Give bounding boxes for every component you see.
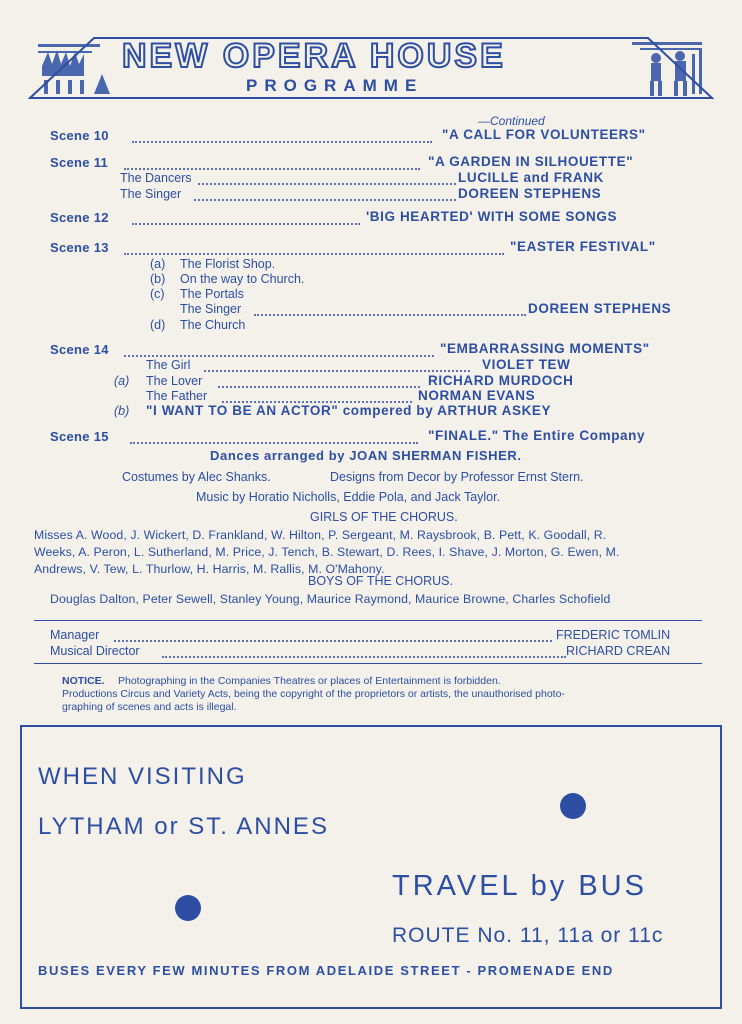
scene-14-father-role: The Father bbox=[146, 389, 208, 403]
scene-13-item-mark: (d) bbox=[150, 318, 166, 332]
dotted-leader bbox=[194, 199, 456, 201]
dotted-leader bbox=[254, 314, 526, 316]
scene-14-lover: RICHARD MURDOCH bbox=[428, 373, 574, 388]
notice-label: NOTICE. bbox=[62, 675, 105, 687]
banner-title: NEW OPERA HOUSE bbox=[122, 37, 506, 75]
scene-13-title: "EASTER FESTIVAL" bbox=[510, 239, 656, 254]
dot-decoration bbox=[175, 895, 201, 921]
continued-note: —Continued bbox=[478, 114, 545, 128]
scene-14-mark-a: (a) bbox=[114, 374, 130, 388]
scene-14-girl: VIOLET TEW bbox=[482, 357, 571, 372]
notice-line: Productions Circus and Variety Acts, being the copyright of the proprietors or artists, the unauthorised photo- bbox=[62, 688, 565, 700]
manager-role: Manager bbox=[50, 628, 100, 642]
scene-13-item-text: The Portals bbox=[180, 287, 244, 301]
dotted-leader bbox=[124, 168, 420, 170]
advert-footer: BUSES EVERY FEW MINUTES FROM ADELAIDE STREET - PROMENADE END bbox=[38, 963, 614, 978]
scene-11-dancers-role: The Dancers bbox=[120, 171, 192, 185]
designs-credit: Designs from Decor by Professor Ernst Stern. bbox=[330, 470, 584, 484]
scene-14-label: Scene 14 bbox=[50, 342, 109, 357]
scene-13-item-mark: (a) bbox=[150, 257, 166, 271]
scene-11-singer: DOREEN STEPHENS bbox=[458, 186, 602, 201]
md-role: Musical Director bbox=[50, 644, 140, 658]
dotted-leader bbox=[124, 355, 434, 357]
scene-13-item-mark: (b) bbox=[150, 272, 166, 286]
advert-line-4: ROUTE No. 11, 11a or 11c bbox=[392, 924, 664, 947]
scene-13-item-text: On the way to Church. bbox=[180, 272, 305, 286]
girls-line: Weeks, A. Peron, L. Sutherland, M. Price, J. Tench, B. Stewart, D. Rees, I. Shave, J. Morton, G. Ewen, M. bbox=[34, 545, 620, 559]
dotted-leader bbox=[132, 141, 432, 143]
dancers-illustration bbox=[38, 44, 110, 94]
dotted-leader bbox=[198, 183, 456, 185]
scene-14-lover-role: The Lover bbox=[146, 374, 203, 388]
scene-12-title: 'BIG HEARTED' WITH SOME SONGS bbox=[366, 209, 618, 224]
advert-line-1: WHEN VISITING bbox=[38, 763, 247, 790]
figures-illustration bbox=[632, 42, 702, 96]
scene-13-singer-role: The Singer bbox=[180, 302, 242, 316]
scene-14-mark-b: (b) bbox=[114, 404, 130, 418]
scene-13-label: Scene 13 bbox=[50, 240, 109, 255]
dotted-leader bbox=[114, 640, 552, 642]
scene-13-item-text: The Florist Shop. bbox=[180, 257, 276, 271]
music-credit: Music by Horatio Nicholls, Eddie Pola, and Jack Taylor. bbox=[196, 490, 501, 504]
girls-line: Misses A. Wood, J. Wickert, D. Frankland, W. Hilton, P. Sergeant, M. Raysbrook, B. Pett, K. Goodall, R. bbox=[34, 528, 607, 542]
scene-13-singer: DOREEN STEPHENS bbox=[528, 301, 672, 316]
scene-15-title: "FINALE." The Entire Company bbox=[428, 428, 646, 443]
boys-heading: BOYS OF THE CHORUS. bbox=[308, 574, 453, 588]
dotted-leader bbox=[162, 656, 566, 658]
dotted-leader bbox=[124, 253, 504, 255]
dances-credit: Dances arranged by JOAN SHERMAN FISHER. bbox=[210, 448, 522, 463]
scene-11-dancers: LUCILLE and FRANK bbox=[458, 170, 604, 185]
scene-12-label: Scene 12 bbox=[50, 210, 109, 225]
advert-line-2: LYTHAM or ST. ANNES bbox=[38, 813, 329, 840]
scene-13-item-mark: (c) bbox=[150, 287, 165, 301]
scene-13-item-text: The Church bbox=[180, 318, 246, 332]
staff-divider bbox=[34, 620, 702, 621]
scene-14-girl-role: The Girl bbox=[146, 358, 191, 372]
staff-divider bbox=[34, 663, 702, 664]
scene-10-label: Scene 10 bbox=[50, 128, 109, 143]
scene-14-father: NORMAN EVANS bbox=[418, 388, 536, 403]
dotted-leader bbox=[132, 223, 360, 225]
dot-decoration bbox=[560, 793, 586, 819]
scene-10-title: "A CALL FOR VOLUNTEERS" bbox=[442, 127, 646, 142]
boys-line: Douglas Dalton, Peter Sewell, Stanley Young, Maurice Raymond, Maurice Browne, Charles Schofield bbox=[50, 592, 611, 606]
girls-line: Andrews, V. Tew, L. Thurlow, H. Harris, M. Rallis, M. O'Mahony. bbox=[34, 562, 385, 576]
md-name: RICHARD CREAN bbox=[566, 644, 671, 658]
scene-14-title: "EMBARRASSING MOMENTS" bbox=[440, 341, 650, 356]
manager-name: FREDERIC TOMLIN bbox=[556, 628, 671, 642]
banner-subtitle: PROGRAMME bbox=[246, 76, 424, 95]
notice-line: graphing of scenes and acts is illegal. bbox=[62, 701, 237, 713]
scene-15-label: Scene 15 bbox=[50, 429, 109, 444]
costumes-credit: Costumes by Alec Shanks. bbox=[122, 470, 271, 484]
notice-line: Photographing in the Companies Theatres or places of Entertainment is forbidden. bbox=[118, 675, 501, 687]
dotted-leader bbox=[218, 386, 420, 388]
dotted-leader bbox=[204, 370, 470, 372]
girls-heading: GIRLS OF THE CHORUS. bbox=[310, 510, 458, 524]
advert-line-3: TRAVEL by BUS bbox=[392, 870, 647, 902]
scene-11-title: "A GARDEN IN SILHOUETTE" bbox=[428, 154, 634, 169]
scene-11-label: Scene 11 bbox=[50, 155, 109, 170]
scene-11-singer-role: The Singer bbox=[120, 187, 182, 201]
dotted-leader bbox=[130, 442, 418, 444]
scene-14-actor-line: "I WANT TO BE AN ACTOR" compered by ARTHUR ASKEY bbox=[146, 403, 552, 418]
